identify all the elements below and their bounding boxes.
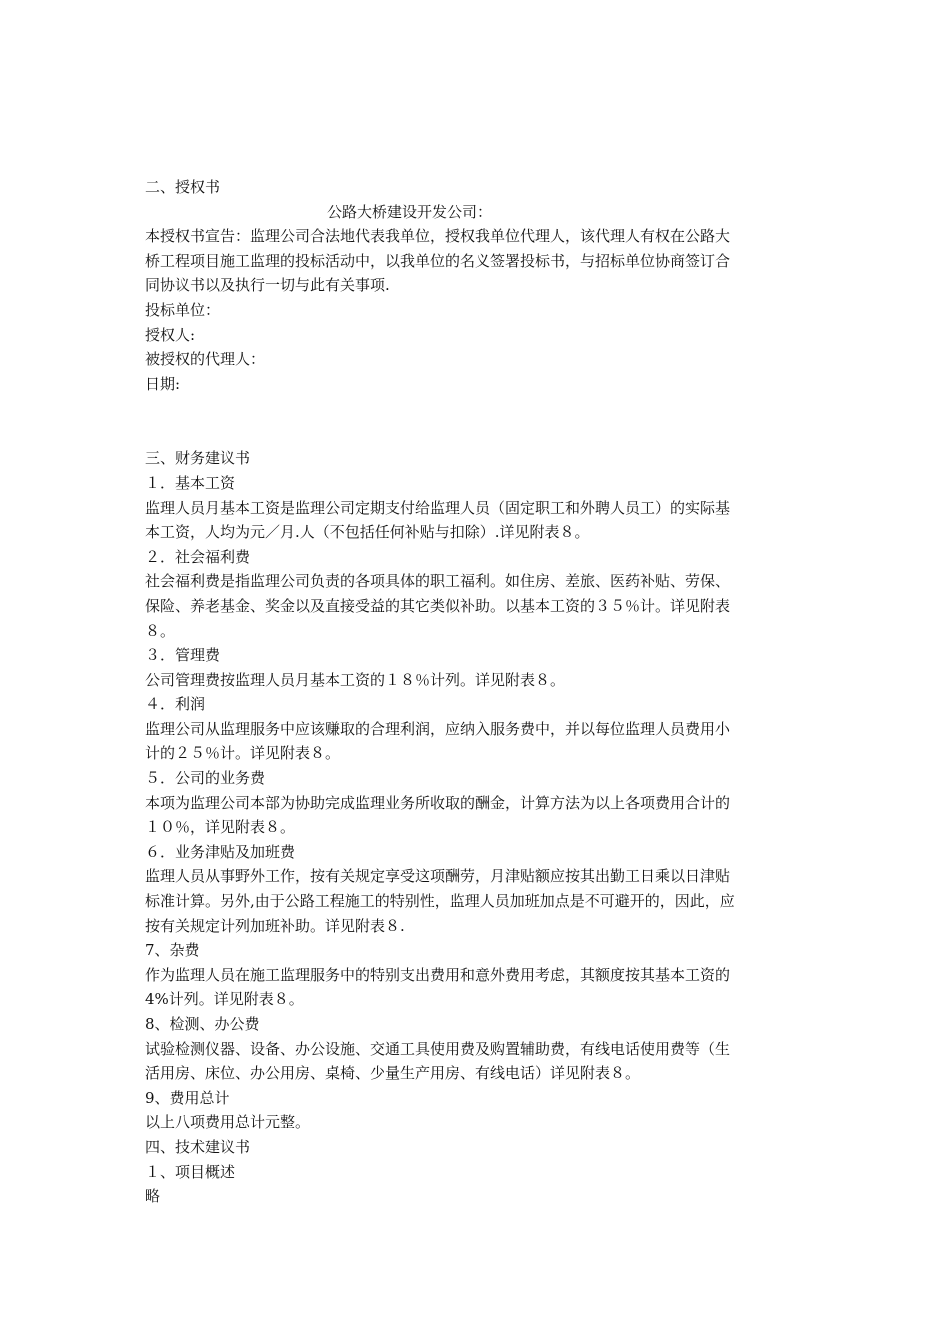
item-line: ８。 [145,621,176,640]
item-line: 监理人员从事野外工作，按有关规定享受这项酬劳，月津贴额应按其出勤工日乘以日津贴 [145,867,731,886]
field-agent: 被授权的代理人： [145,350,266,369]
item-title: ３．管理费 [145,646,221,665]
field-authorizer: 授权人: [145,325,196,344]
item-title: 8、检测、办公费 [145,1015,260,1033]
item-line: 标准计算。另外,由于公路工程施工的特别性，监理人员加班加点是不可避开的，因此，应 [145,892,735,911]
item-line: 公司管理费按监理人员月基本工资的１８％计列。详见附表８。 [145,670,566,689]
item-title: ４．利润 [145,695,206,714]
document-page [145,175,810,1209]
item-title: ５．公司的业务费 [145,769,266,788]
item-title: １．基本工资 [145,473,236,492]
field-bidder: 投标单位： [145,300,221,319]
item-title: ６．业务津贴及加班费 [145,842,296,861]
item-line: 监理人员月基本工资是监理公司定期支付给监理人员（固定职工和外聘人员工）的实际基 [145,498,731,517]
item-title: ２．社会福利费 [145,547,251,566]
item-title: 9、费用总计 [145,1088,230,1107]
item-title: １、项目概述 [145,1162,236,1181]
body-line: 同协议书以及执行一切与此有关事项. [145,276,390,295]
item-line: 以上八项费用总计元整。 [145,1113,311,1132]
section-4-heading: 四、技术建议书 [145,1137,251,1156]
item-line: １０％，详见附表８。 [145,818,296,837]
item-line: 本工资，人均为元／月.人（不包括任何补贴与扣除）.详见附表８。 [145,523,590,542]
section-2-heading: 二、授权书 [145,178,221,196]
item-line: 作为监理人员在施工监理服务中的特别支出费用和意外费用考虑，其额度按其基本工资的 [145,965,731,984]
item-line: 活用房、床位、办公用房、桌椅、少量生产用房、有线电话）详见附表８。 [145,1064,641,1083]
field-date: 日期: [145,374,181,393]
item-line: 监理公司从监理服务中应该赚取的合理利润，应纳入服务费中，并以每位监理人员费用小 [145,719,731,738]
item-line: 4%计列。详见附表８。 [145,990,304,1009]
item-line: 计的２５％计。详见附表８。 [145,744,341,763]
item-line: 略 [145,1187,161,1206]
item-line: 社会福利费是指监理公司负责的各项具体的职工福利。如住房、差旅、医药补贴、劳保、 [145,572,731,591]
item-title: 7、杂费 [145,941,200,960]
item-line: 按有关规定计列加班补助。详见附表８. [145,916,405,935]
body-line: 本授权书宣告：监理公司合法地代表我单位，授权我单位代理人，该代理人有权在公路大 [145,227,731,246]
addressee: 公路大桥建设开发公司： [327,202,493,221]
item-line: 试验检测仪器、设备、办公设施、交通工具使用费及购置辅助费，有线电话使用费等（生 [145,1039,731,1058]
section-3-heading: 三、财务建议书 [145,449,251,468]
spacer [145,396,810,446]
body-line: 桥工程项目施工监理的投标活动中，以我单位的名义签署投标书，与招标单位协商签订合 [145,251,731,270]
item-line: 本项为监理公司本部为协助完成监理业务所收取的酬金，计算方法为以上各项费用合计的 [145,793,731,812]
item-line: 保险、养老基金、奖金以及直接受益的其它类似补助。以基本工资的３５％计。详见附表 [145,596,731,615]
